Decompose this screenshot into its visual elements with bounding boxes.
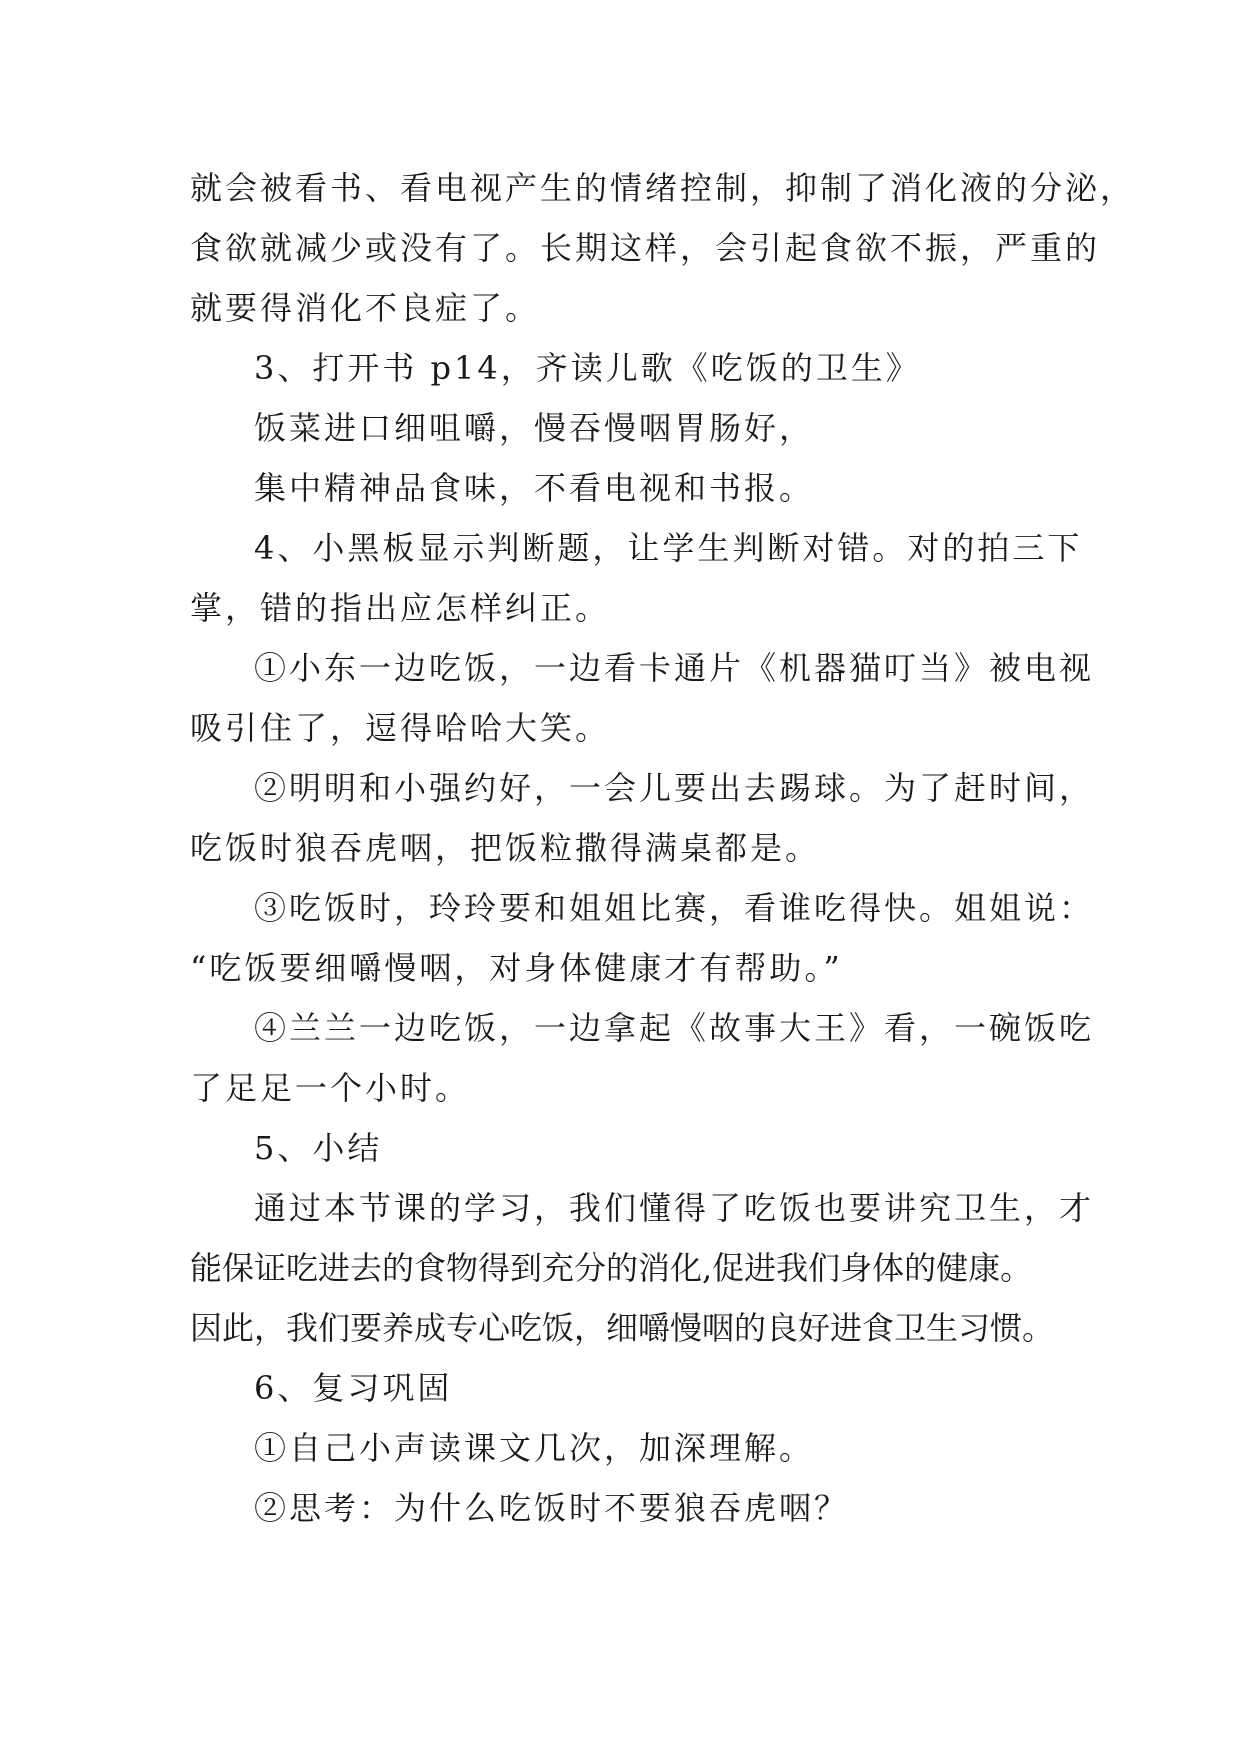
text-line: 食欲就减少或没有了。长期这样，会引起食欲不振，严重的 [190,229,1101,267]
text-line: 6、复习巩固 [254,1369,453,1407]
text-line: ④兰兰一边吃饭，一边拿起《故事大王》看，一碗饭吃 [254,1009,1095,1047]
text-line: 就要得消化不良症了。 [190,289,541,327]
text-line: ①小东一边吃饭，一边看卡通片《机器猫叮当》被电视 [254,649,1095,687]
text-line: 了足足一个小时。 [190,1069,471,1107]
text-line: 吃饭时狼吞虎咽，把饭粒撒得满桌都是。 [190,829,821,867]
text-line: 就会被看书、看电视产生的情绪控制，抑制了消化液的分泌， [190,169,1136,207]
text-line: 3、打开书 p14，齐读儿歌《吃饭的卫生》 [254,349,921,387]
text-line: ③吃饭时，玲玲要和姐姐比赛，看谁吃得快。姐姐说： [254,889,1095,927]
text-line: “吃饭要细嚼慢咽，对身体健康才有帮助。” [190,949,843,987]
text-line: ①自己小声读课文几次，加深理解。 [254,1429,815,1467]
text-line: 集中精神品食味，不看电视和书报。 [254,469,815,507]
text-line: 能保证吃进去的食物得到充分的消化,促进我们身体的健康。 [190,1249,1033,1287]
text-line: 5、小结 [254,1129,383,1167]
text-line: 掌，错的指出应怎样纠正。 [190,589,611,627]
text-line: ②明明和小强约好，一会儿要出去踢球。为了赶时间， [254,769,1095,807]
text-line: 4、小黑板显示判断题，让学生判断对错。对的拍三下 [254,529,1083,567]
text-line: 饭菜进口细咀嚼，慢吞慢咽胃肠好， [254,409,815,447]
text-line: 吸引住了，逗得哈哈大笑。 [190,709,611,747]
text-line: 因此，我们要养成专心吃饭，细嚼慢咽的良好进食卫生习惯。 [190,1309,1055,1347]
text-line: 通过本节课的学习，我们懂得了吃饭也要讲究卫生，才 [254,1189,1095,1227]
text-line: ②思考：为什么吃饭时不要狼吞虎咽？ [254,1489,850,1527]
document-body [190,158,1136,1538]
